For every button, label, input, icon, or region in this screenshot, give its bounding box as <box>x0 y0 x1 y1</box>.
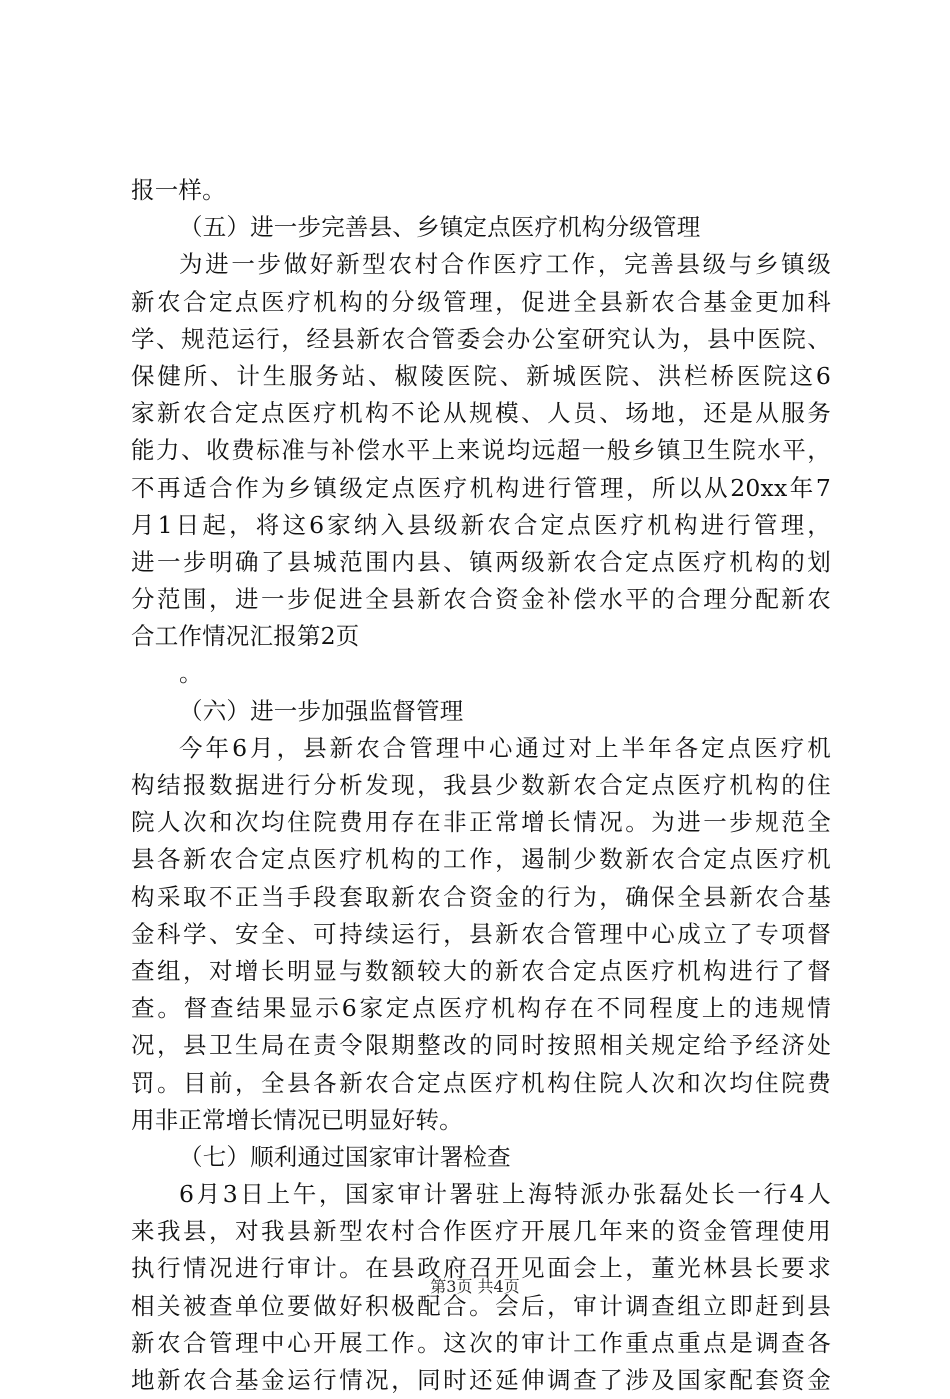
paragraph-line: 新农合管理中心开展工作。这次的审计工作重点重点是调查各 <box>131 1328 831 1357</box>
paragraph-line: 分范围，进一步促进全县新农合资金补偿水平的合理分配新农 <box>131 585 831 614</box>
paragraph-line: 6月3日上午，国家审计署驻上海特派办张磊处长一行4人 <box>179 1180 831 1209</box>
paragraph-line: 家新农合定点医疗机构不论从规模、人员、场地，还是从服务 <box>131 399 831 428</box>
paragraph-line: 新农合定点医疗机构的分级管理，促进全县新农合基金更加科 <box>131 287 831 316</box>
paragraph-line: 罚。目前，全县各新农合定点医疗机构住院人次和次均住院费 <box>131 1068 831 1097</box>
paragraph-line: 地新农合基金运行情况，同时还延伸调查了涉及国家配套资金 <box>131 1366 831 1394</box>
paragraph-line: 报一样。 <box>131 176 226 204</box>
paragraph-line: 合工作情况汇报第2页 <box>131 622 360 651</box>
paragraph-line: 相关被查单位要做好积极配合。会后，审计调查组立即赶到县 <box>131 1291 831 1320</box>
paragraph-line: 进一步明确了县城范围内县、镇两级新农合定点医疗机构的划 <box>131 547 831 576</box>
paragraph-line: 构结报数据进行分析发现，我县少数新农合定点医疗机构的住 <box>131 771 831 799</box>
paragraph-line: 来我县，对我县新型农村合作医疗开展几年来的资金管理使用 <box>131 1217 831 1246</box>
section-heading: （六）进一步加强监督管理 <box>179 696 464 725</box>
paragraph-line: 院人次和次均住院费用存在非正常增长情况。为进一步规范全 <box>131 808 831 837</box>
paragraph-line: 今年6月，县新农合管理中心通过对上半年各定点医疗机 <box>179 733 831 762</box>
paragraph-line: 保健所、计生服务站、椒陵医院、新城医院、洪栏桥医院这6 <box>131 361 831 390</box>
document-body <box>131 172 831 1399</box>
paragraph-line: 查。督查结果显示6家定点医疗机构存在不同程度上的违规情 <box>131 994 831 1023</box>
paragraph-line: 月1日起，将这6家纳入县级新农合定点医疗机构进行管理， <box>131 510 831 539</box>
section-heading: （五）进一步完善县、乡镇定点医疗机构分级管理 <box>179 213 701 242</box>
paragraph-line: 用非正常增长情况已明显好转。 <box>131 1105 463 1134</box>
paragraph-line: 执行情况进行审计。在县政府召开见面会上，董光林县长要求 <box>131 1254 831 1283</box>
paragraph-line: 能力、收费标准与补偿水平上来说均远超一般乡镇卫生院水平， <box>131 436 831 465</box>
paragraph-line: 查组，对增长明显与数额较大的新农合定点医疗机构进行了督 <box>131 956 831 985</box>
paragraph-line: 构采取不正当手段套取新农合资金的行为，确保全县新农合基 <box>131 882 831 911</box>
paragraph-line: 不再适合作为乡镇级定点医疗机构进行管理，所以从20xx年7 <box>131 473 831 502</box>
paragraph-line: 金科学、安全、可持续运行，县新农合管理中心成立了专项督 <box>131 919 831 948</box>
section-heading: （七）顺利通过国家审计署检查 <box>179 1142 511 1171</box>
paragraph-line: 学、规范运行，经县新农合管委会办公室研究认为，县中医院、 <box>131 324 831 353</box>
page-footer: 第3页 共4页 <box>430 1277 520 1296</box>
paragraph-line: 。 <box>179 659 203 688</box>
paragraph-line: 县各新农合定点医疗机构的工作，遏制少数新农合定点医疗机 <box>131 845 831 874</box>
paragraph-line: 况，县卫生局在责令限期整改的同时按照相关规定给予经济处 <box>131 1031 831 1060</box>
paragraph-line: 为进一步做好新型农村合作医疗工作，完善县级与乡镇级 <box>179 250 831 279</box>
